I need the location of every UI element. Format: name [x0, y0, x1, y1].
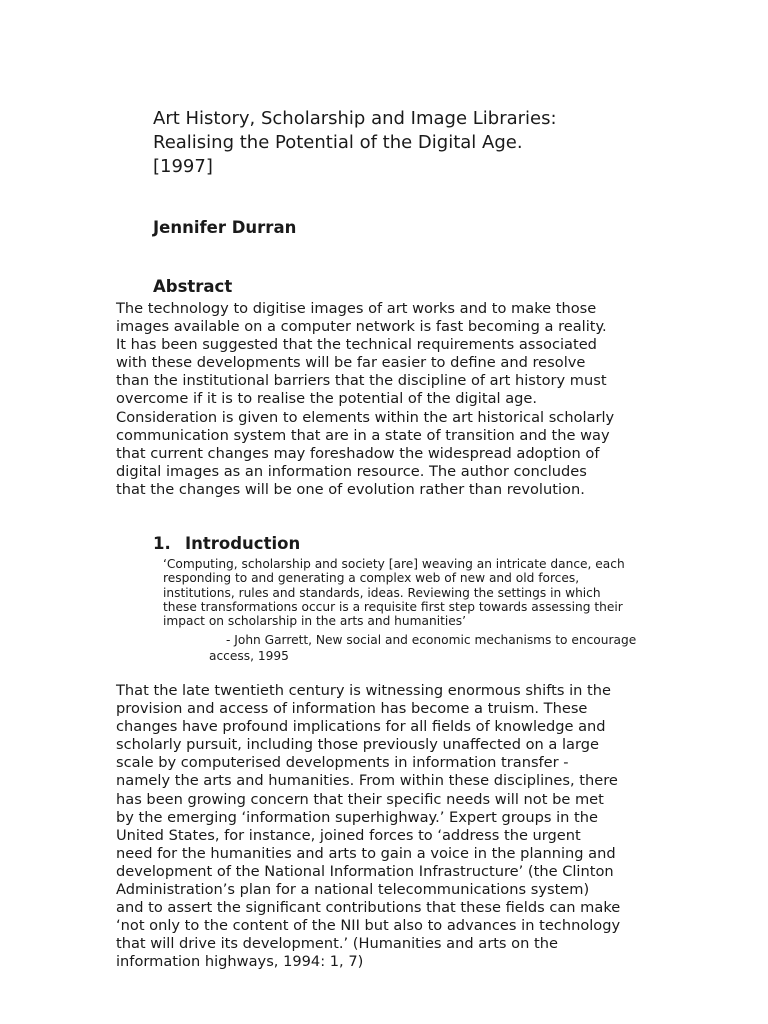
abstract-line: overcome if it is to realise the potential of the digital age.: [116, 390, 538, 408]
section-heading-introduction: [153, 533, 300, 555]
body-line: namely the arts and humanities. From within these disciplines, there: [116, 772, 618, 790]
body-line: provision and access of information has become a truism. These: [116, 700, 588, 718]
epigraph-quote: [163, 557, 663, 628]
abstract-line: that current changes may foreshadow the widespread adoption of: [116, 444, 600, 462]
attribution-line: - John Garrett, New social and economic mechanisms to encourage: [226, 633, 637, 647]
quote-line: responding to and generating a complex web of new and old forces,: [163, 571, 580, 586]
abstract-line: that the changes will be one of evolution rather than revolution.: [116, 480, 585, 498]
body-line: by the emerging ‘information superhighway.’ Expert groups in the: [116, 808, 599, 826]
title-line: Realising the Potential of the Digital Age.: [153, 132, 523, 153]
section-title: Introduction: [185, 534, 301, 553]
body-line: United States, for instance, joined forces to ‘address the urgent: [116, 826, 581, 844]
title-line: Art History, Scholarship and Image Libraries:: [153, 108, 557, 129]
document-title: [153, 107, 673, 179]
abstract-line: Consideration is given to elements within the art historical scholarly: [116, 408, 615, 426]
body-line: has been growing concern that their specific needs will not be met: [116, 790, 604, 808]
title-line: [1997]: [153, 156, 213, 177]
abstract-line: than the institutional barriers that the discipline of art history must: [116, 372, 607, 390]
abstract-line: The technology to digitise images of art works and to make those: [116, 300, 597, 317]
body-line: need for the humanities and arts to gain a voice in the planning and: [116, 844, 616, 862]
section-number: 1.: [153, 534, 171, 553]
introduction-body: [116, 682, 676, 972]
quote-line: institutions, rules and standards, ideas. Reviewing the settings in which: [163, 585, 601, 600]
body-line: changes have profound implications for all fields of knowledge and: [116, 718, 606, 736]
author-name: Jennifer Durran: [153, 218, 297, 237]
body-line: Administration’s plan for a national telecommunications system): [116, 881, 590, 899]
abstract-line: with these developments will be far easier to define and resolve: [116, 354, 586, 372]
quote-line: these transformations occur is a requisite first step towards assessing their: [163, 599, 623, 614]
quote-line: ‘Computing, scholarship and society [are] weaving an intricate dance, each: [163, 557, 625, 571]
body-line: and to assert the significant contributions that these fields can make: [116, 899, 621, 917]
body-line: ‘not only to the content of the NII but also to advances in technology: [116, 917, 621, 935]
body-line: That the late twentieth century is witnessing enormous shifts in the: [116, 682, 611, 699]
quote-line: impact on scholarship in the arts and humanities’: [163, 614, 466, 629]
abstract-line: communication system that are in a state of transition and the way: [116, 426, 610, 444]
abstract-line: It has been suggested that the technical requirements associated: [116, 336, 597, 354]
body-line: that will drive its development.’ (Humanities and arts on the: [116, 935, 558, 953]
body-line: information highways, 1994: 1, 7): [116, 953, 364, 971]
abstract-heading: Abstract: [153, 277, 233, 296]
body-line: scholarly pursuit, including those previously unaffected on a large: [116, 736, 599, 754]
abstract-line: images available on a computer network is fast becoming a reality.: [116, 318, 607, 336]
body-line: development of the National Information Infrastructure’ (the Clinton: [116, 862, 614, 880]
abstract-text: [116, 300, 676, 499]
quote-attribution: [209, 632, 679, 664]
body-line: scale by computerised developments in information transfer -: [116, 754, 569, 772]
attribution-line: access, 1995: [209, 649, 289, 663]
abstract-line: digital images as an information resource. The author concludes: [116, 462, 587, 480]
